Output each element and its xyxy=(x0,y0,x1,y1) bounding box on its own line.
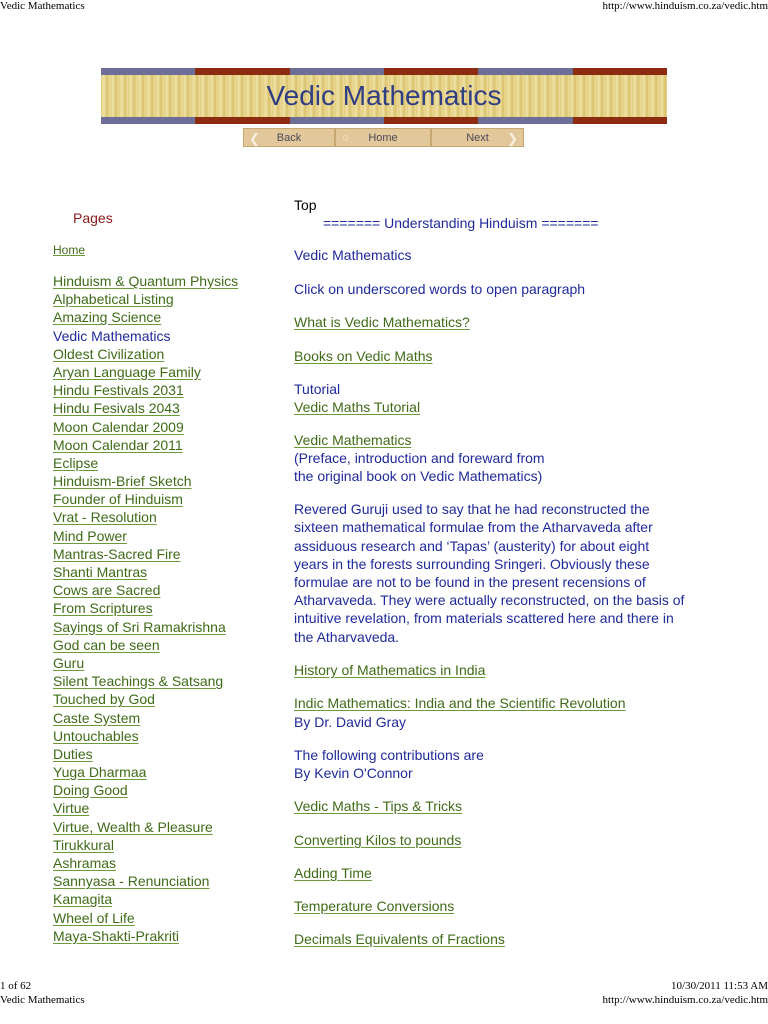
adding-time-link[interactable]: Adding Time xyxy=(294,865,372,881)
indic-mathematics-link[interactable]: Indic Mathematics: India and the Scientific Revolution xyxy=(294,695,626,711)
sidebar-item[interactable]: Untouchables xyxy=(53,727,139,744)
tutorial-link[interactable]: Vedic Maths Tutorial xyxy=(294,399,421,415)
sidebar-item[interactable]: Sayings of Sri Ramakrishna xyxy=(53,618,226,635)
sidebar-item[interactable]: Moon Calendar 2009 xyxy=(53,418,184,435)
sidebar-item[interactable]: Alphabetical Listing xyxy=(53,291,174,308)
sidebar-item[interactable]: Virtue xyxy=(53,800,90,817)
sidebar-item[interactable]: Silent Teachings & Satsang xyxy=(53,673,224,690)
banner-bottom-stripe xyxy=(101,117,667,124)
sidebar-item[interactable]: Eclipse xyxy=(53,454,99,471)
sidebar-item[interactable]: Guru xyxy=(53,654,85,671)
understanding-hinduism-banner: ======= Understanding Hinduism ======= xyxy=(323,215,599,231)
history-link[interactable]: History of Mathematics in India xyxy=(294,662,486,678)
tutorial-label: Tutorial xyxy=(294,381,341,397)
preface-line-1: (Preface, introduction and foreward from xyxy=(294,450,545,466)
sidebar-item[interactable]: Touched by God xyxy=(53,691,155,708)
sidebar-item[interactable]: Maya-Shakti-Prakriti xyxy=(53,927,180,944)
sidebar-item[interactable]: Duties xyxy=(53,745,93,762)
print-header-url: http://www.hinduism.co.za/vedic.htm xyxy=(602,0,768,12)
print-header-title: Vedic Mathematics xyxy=(0,0,85,12)
sidebar-item[interactable]: Yuga Dharmaa xyxy=(53,764,147,781)
back-button-label: Back xyxy=(276,132,302,144)
sidebar-item[interactable]: God can be seen xyxy=(53,636,160,653)
sidebar-item[interactable]: Ashramas xyxy=(53,855,117,871)
print-footer-page: 1 of 62 xyxy=(0,980,32,992)
sidebar-item[interactable]: Mind Power xyxy=(53,527,127,544)
sidebar-item[interactable]: Doing Good xyxy=(53,782,128,799)
sidebar-item[interactable]: Aryan Language Family xyxy=(53,363,201,380)
sidebar-item[interactable]: Caste System xyxy=(53,709,141,726)
next-button-label: Next xyxy=(466,132,489,144)
decimals-link[interactable]: Decimals Equivalents of Fractions xyxy=(294,931,505,947)
contributions-line-1: The following contributions are xyxy=(294,747,484,763)
sidebar-item[interactable]: Oldest Civilization xyxy=(53,345,165,362)
vedic-mathematics-link[interactable]: Vedic Mathematics xyxy=(294,432,412,448)
sidebar-nav xyxy=(53,272,238,945)
top-link[interactable]: Top xyxy=(294,197,317,213)
tips-tricks-link[interactable]: Vedic Maths - Tips & Tricks xyxy=(294,798,463,814)
sidebar-heading: Pages xyxy=(73,210,113,226)
home-button[interactable] xyxy=(335,128,431,147)
sidebar-item[interactable]: Shanti Mantras xyxy=(53,564,148,580)
guruji-para-line: Revered Guruji used to say that he had reconstructed the xyxy=(294,501,650,517)
print-footer-datetime: 10/30/2011 11:53 AM xyxy=(671,980,768,992)
sidebar-item[interactable]: Vrat - Resolution xyxy=(53,509,157,526)
sidebar-item[interactable]: From Scriptures xyxy=(53,600,153,617)
preface-line-2: the original book on Vedic Mathematics) xyxy=(294,468,543,484)
print-footer-title: Vedic Mathematics xyxy=(0,994,85,1006)
indic-author: By Dr. David Gray xyxy=(294,714,407,730)
guruji-para-line: Atharvaveda. They were actually reconstructed, on the basis of xyxy=(294,592,685,608)
next-button[interactable] xyxy=(431,128,524,147)
chevron-right-icon: ❯ xyxy=(507,131,518,146)
print-footer-url: http://www.hinduism.co.za/vedic.htm xyxy=(602,994,768,1006)
home-button-label: Home xyxy=(368,132,398,144)
sidebar-item[interactable]: Sannyasa - Renunciation xyxy=(53,873,210,890)
circle-icon: ○ xyxy=(342,132,349,144)
chevron-left-icon: ❮ xyxy=(249,131,260,146)
guruji-para-line: formulae are not to be found in the present recensions of xyxy=(294,574,646,590)
sidebar-item[interactable]: Virtue, Wealth & Pleasure xyxy=(53,818,213,835)
guruji-para-line: intuitive revelation, from materials scattered here and there in xyxy=(294,610,674,626)
banner-top-stripe xyxy=(101,68,667,75)
instruction-text: Click on underscored words to open paragraph xyxy=(294,281,586,297)
sidebar-item[interactable]: Amazing Science xyxy=(53,309,162,326)
back-button[interactable] xyxy=(243,128,335,147)
contributions-line-2: By Kevin O'Connor xyxy=(294,765,413,781)
sidebar-home-link[interactable]: Home xyxy=(53,243,86,257)
sidebar-item[interactable]: Moon Calendar 2011 xyxy=(53,436,183,453)
sidebar-item[interactable]: Tirukkural xyxy=(53,836,114,853)
kilos-pounds-link[interactable]: Converting Kilos to pounds xyxy=(294,832,462,848)
banner xyxy=(101,68,667,124)
sidebar-item[interactable]: Cows are Sacred xyxy=(53,582,161,599)
sidebar-item[interactable]: Mantras-Sacred Fire xyxy=(53,545,181,562)
sidebar-item[interactable]: Founder of Hinduism xyxy=(53,491,183,508)
sidebar-item[interactable]: Hinduism & Quantum Physics xyxy=(53,273,239,289)
guruji-para-line: assiduous research and ‘Tapas’ (austerity) for about eight xyxy=(294,538,650,554)
books-link[interactable]: Books on Vedic Maths xyxy=(294,348,433,364)
guruji-para-line: years in the forests surrounding Sringeri. Obviously these xyxy=(294,556,650,572)
sidebar-item[interactable]: Vedic Mathematics xyxy=(53,327,171,344)
sidebar-item[interactable]: Hindu Festivals 2031 xyxy=(53,382,184,399)
guruji-para-line: sixteen mathematical formulae from the Atharvaveda after xyxy=(294,519,653,535)
sidebar-item[interactable]: Kamagita xyxy=(53,891,113,908)
what-is-vedic-link[interactable]: What is Vedic Mathematics? xyxy=(294,314,470,330)
temperature-link[interactable]: Temperature Conversions xyxy=(294,898,455,914)
sidebar-item[interactable]: Hinduism-Brief Sketch xyxy=(53,473,192,490)
sidebar-item[interactable]: Wheel of Life xyxy=(53,909,135,926)
page-heading: Vedic Mathematics xyxy=(294,247,412,263)
banner-title: Vedic Mathematics xyxy=(266,80,502,111)
sidebar-item[interactable]: Hindu Fesivals 2043 xyxy=(53,400,180,417)
guruji-para-line: the Atharvaveda. xyxy=(294,629,400,645)
